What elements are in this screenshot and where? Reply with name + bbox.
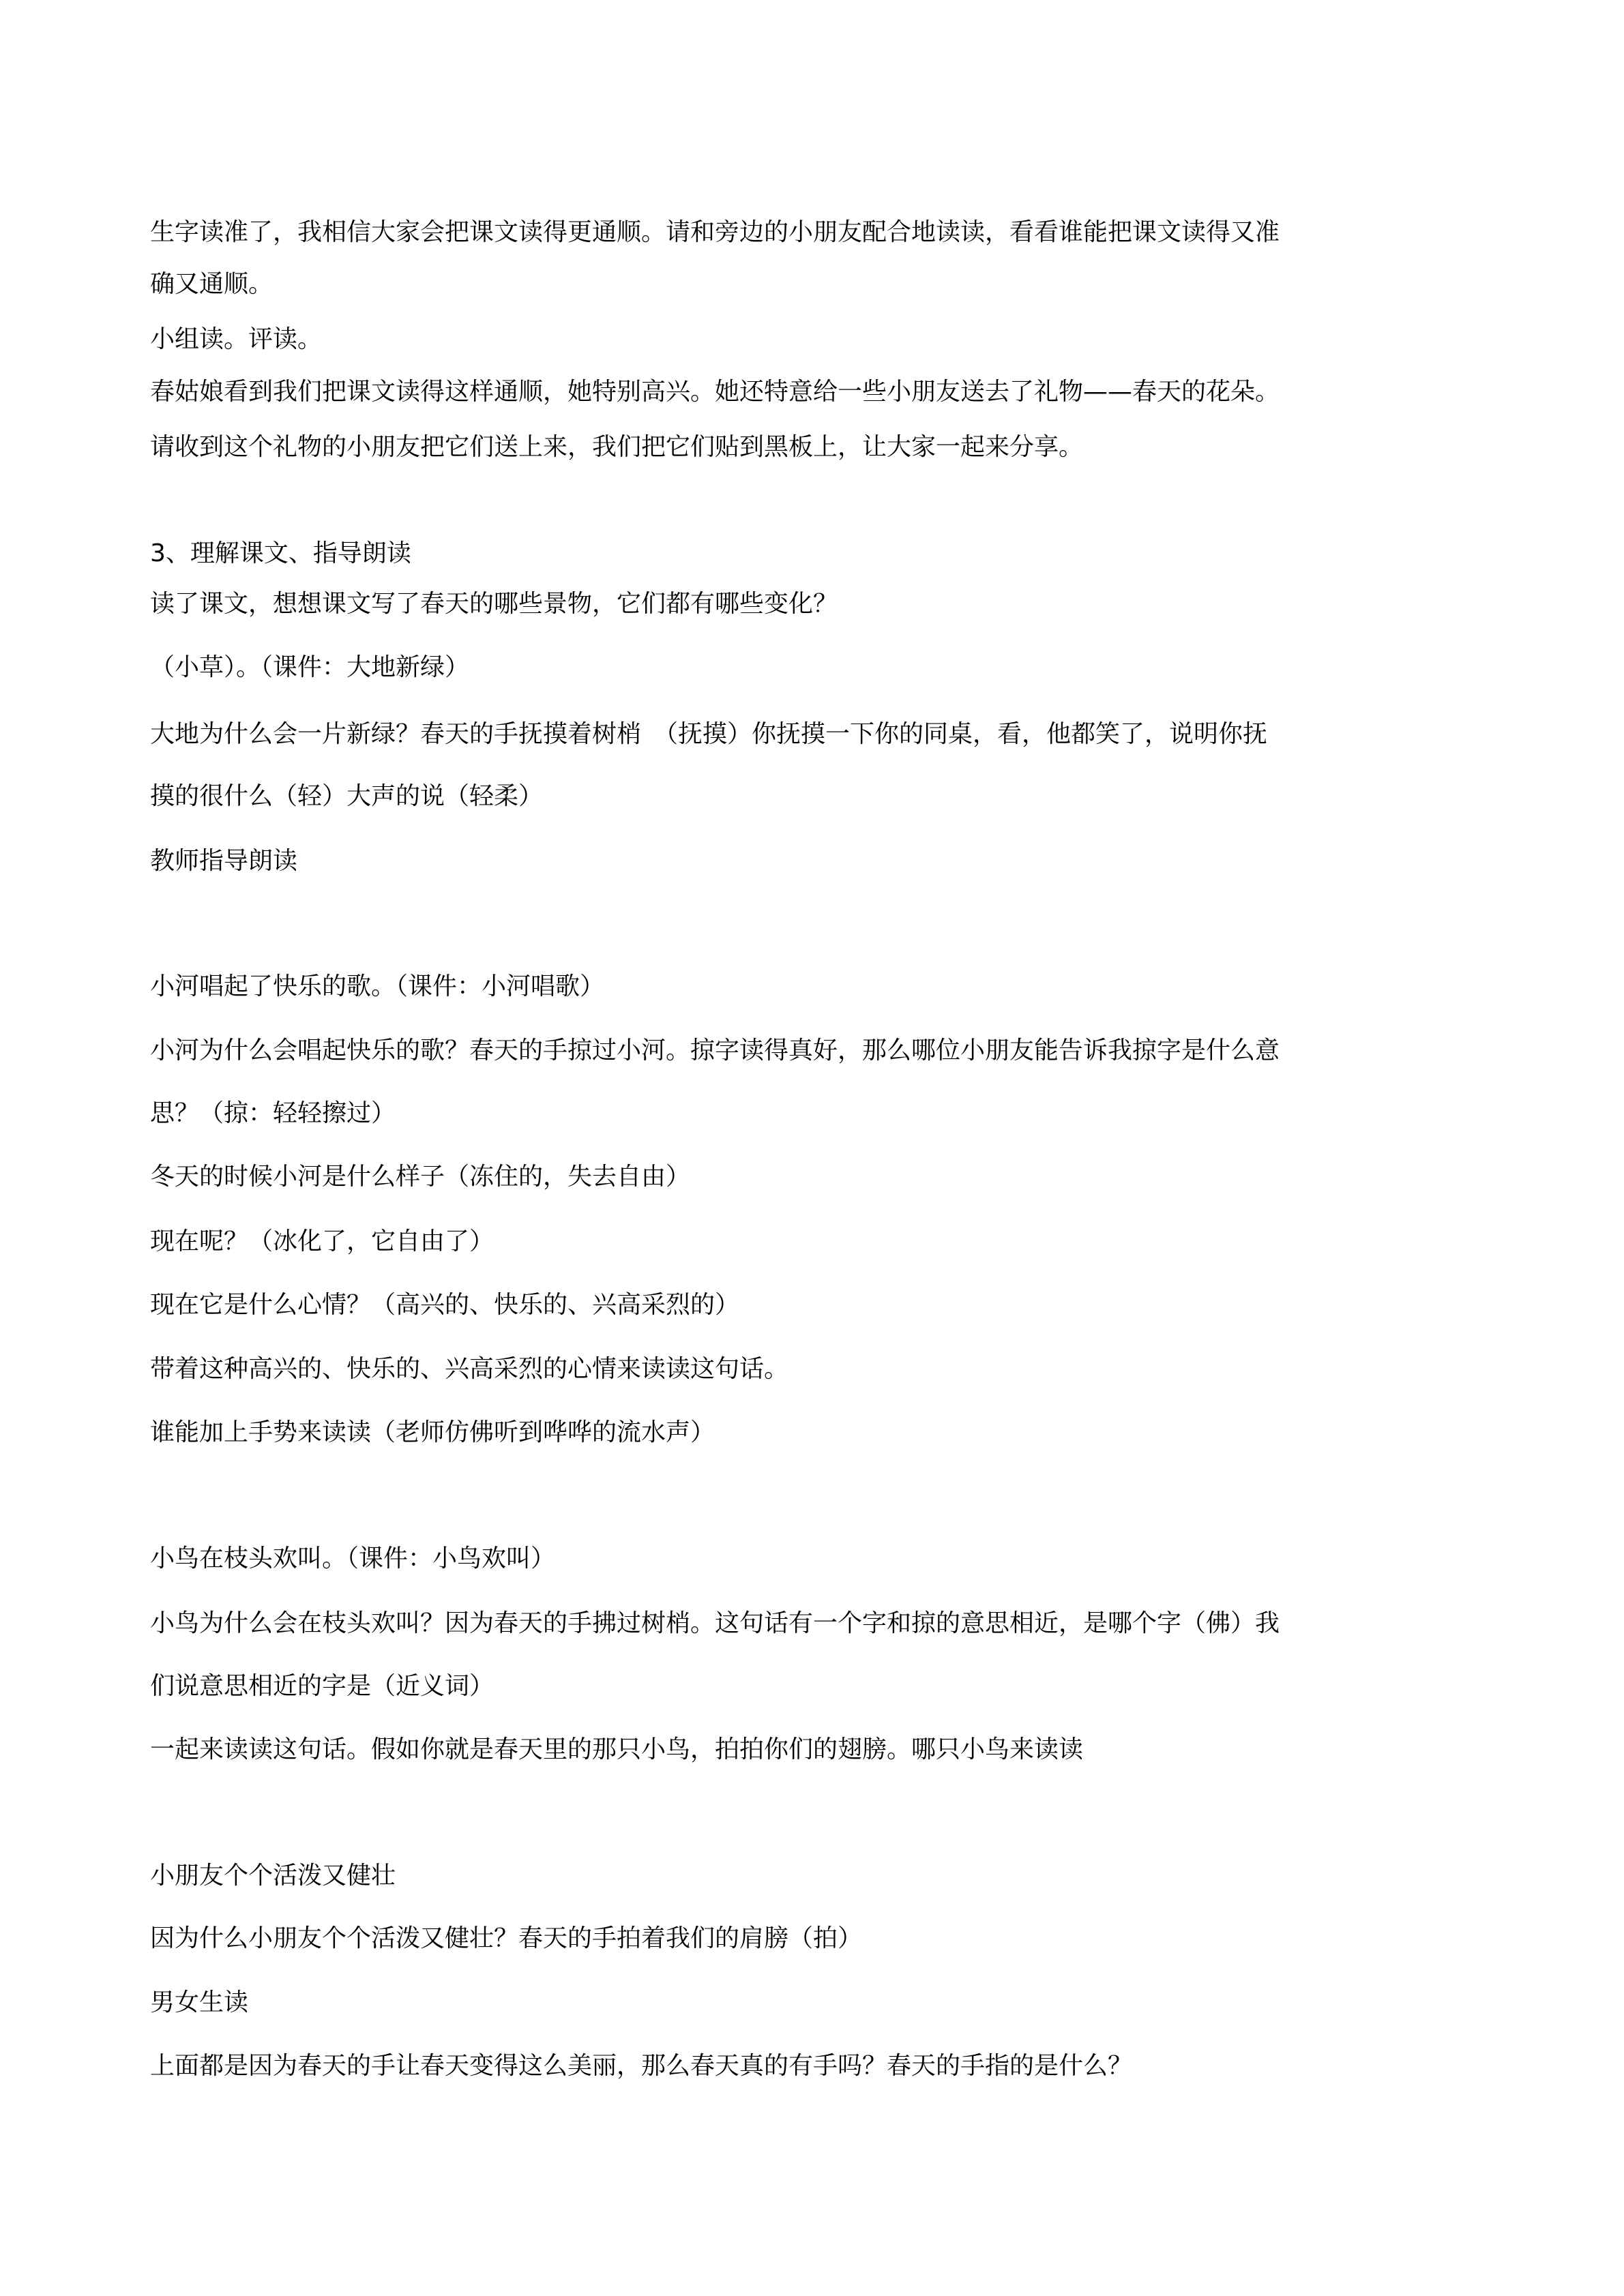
paragraph-line: （小草）。（课件：大地新绿） bbox=[150, 653, 470, 681]
paragraph-line: 大地为什么会一片新绿？春天的手抚摸着树梢 （抚摸）你抚摸一下你的同桌，看，他都笑了，说明你抚 bbox=[150, 720, 1268, 748]
paragraph-line: 请收到这个礼物的小朋友把它们送上来，我们把它们贴到黑板上，让大家一起来分享。 bbox=[150, 433, 1084, 461]
paragraph-line: 小朋友个个活泼又健壮 bbox=[150, 1862, 396, 1890]
paragraph-line: 男女生读 bbox=[150, 1988, 249, 2016]
paragraph-line: 一起来读读这句话。假如你就是春天里的那只小鸟，拍拍你们的翅膀。哪只小鸟来读读 bbox=[150, 1735, 1084, 1763]
paragraph-line: 摸的很什么（轻）大声的说（轻柔） bbox=[150, 782, 544, 810]
paragraph-line: 生字读准了，我相信大家会把课文读得更通顺。请和旁边的小朋友配合地读读，看看谁能把课文读得又准 bbox=[150, 218, 1280, 246]
paragraph-line: 因为什么小朋友个个活泼又健壮？春天的手拍着我们的肩膀（拍） bbox=[150, 1924, 863, 1952]
paragraph-line: 谁能加上手势来读读（老师仿佛听到哗哗的流水声） bbox=[150, 1418, 715, 1446]
paragraph-line: 小鸟在枝头欢叫。（课件：小鸟欢叫） bbox=[150, 1545, 556, 1572]
paragraph-line: 小鸟为什么会在枝头欢叫？因为春天的手拂过树梢。这句话有一个字和掠的意思相近，是哪个字（佛）我 bbox=[150, 1609, 1280, 1637]
paragraph-line: 春姑娘看到我们把课文读得这样通顺，她特别高兴。她还特意给一些小朋友送去了礼物——春天的花朵。 bbox=[150, 378, 1280, 406]
paragraph-line: 确又通顺。 bbox=[150, 270, 274, 298]
paragraph-line: 教师指导朗读 bbox=[150, 847, 298, 875]
paragraph-line: 思？（掠：轻轻擦过） bbox=[150, 1099, 396, 1127]
paragraph-line: 现在它是什么心情？（高兴的、快乐的、兴高采烈的） bbox=[150, 1291, 740, 1319]
section-heading: 3、理解课文、指导朗读 bbox=[150, 539, 411, 567]
paragraph-line: 读了课文，想想课文写了春天的哪些景物，它们都有哪些变化？ bbox=[150, 590, 838, 618]
paragraph-line: 现在呢？（冰化了，它自由了） bbox=[150, 1227, 494, 1255]
paragraph-line: 冬天的时候小河是什么样子（冻住的，失去自由） bbox=[150, 1163, 691, 1191]
paragraph-line: 小组读。评读。 bbox=[150, 325, 323, 353]
paragraph-line: 小河唱起了快乐的歌。（课件：小河唱歌） bbox=[150, 972, 605, 1000]
paragraph-line: 们说意思相近的字是（近义词） bbox=[150, 1672, 494, 1700]
paragraph-line: 小河为什么会唱起快乐的歌？春天的手掠过小河。掠字读得真好，那么哪位小朋友能告诉我掠字是什么意 bbox=[150, 1037, 1280, 1064]
paragraph-line: 带着这种高兴的、快乐的、兴高采烈的心情来读读这句话。 bbox=[150, 1355, 789, 1383]
paragraph-line: 上面都是因为春天的手让春天变得这么美丽，那么春天真的有手吗？春天的手指的是什么？ bbox=[150, 2052, 1133, 2080]
